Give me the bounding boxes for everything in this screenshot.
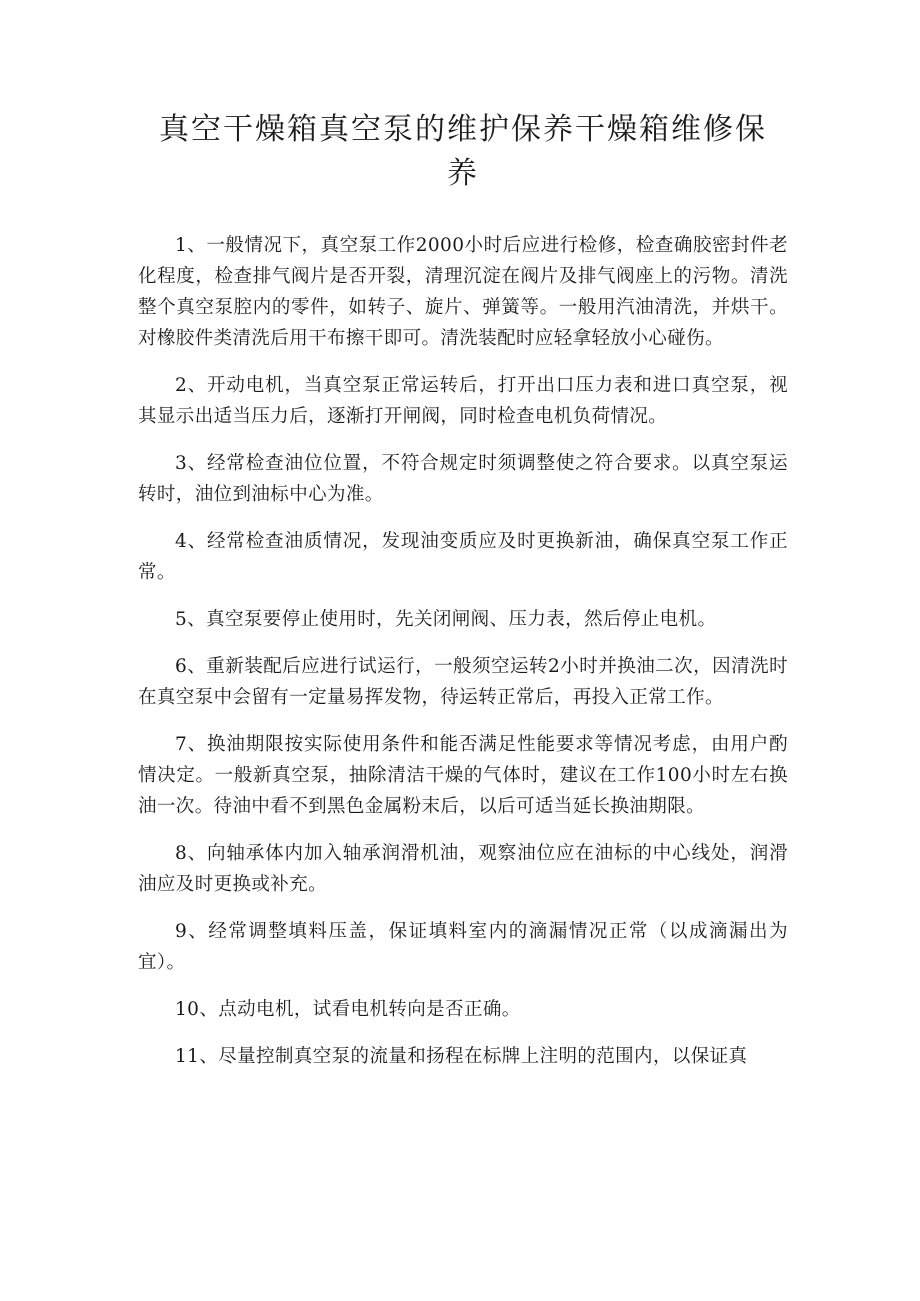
paragraph-10: 10、点动电机，试看电机转向是否正确。 — [175, 999, 521, 1020]
paragraph-11: 11、尽量控制真空泵的流量和扬程在标牌上注明的范围内，以保证真 — [175, 1046, 748, 1067]
paragraph-5: 5、真空泵要停止使用时，先关闭闸阀、压力表，然后停止电机。 — [175, 609, 717, 630]
paragraph-4: 4、经常检查油质情况，发现油变质应及时更换新油，确保真空泵工作正常。 — [138, 531, 788, 583]
document-body — [138, 230, 788, 1072]
document-title: 真空干燥箱真空泵的维护保养干燥箱维修保养 — [159, 112, 767, 191]
paragraph-3: 3、经常检查油位位置，不符合规定时须调整使之符合要求。以真空泵运转时，油位到油标中心为准。 — [138, 453, 788, 505]
paragraph-6: 6、重新装配后应进行试运行，一般须空运转2小时并换油二次，因清洗时在真空泵中会留有一定量易挥发物，待运转正常后，再投入正常工作。 — [138, 656, 788, 708]
paragraph-9: 9、经常调整填料压盖，保证填料室内的滴漏情况正常（以成滴漏出为宜）。 — [138, 921, 788, 973]
paragraph-7: 7、换油期限按实际使用条件和能否满足性能要求等情况考虑，由用户酌情决定。一般新真空泵，抽除清洁干燥的气体时，建议在工作100小时左右换油一次。待油中看不到黑色金属粉末后，以后可适当延长换油期限。 — [138, 734, 788, 817]
paragraph-8: 8、向轴承体内加入轴承润滑机油，观察油位应在油标的中心线处，润滑油应及时更换或补充。 — [138, 843, 788, 895]
paragraph-2: 2、开动电机，当真空泵正常运转后，打开出口压力表和进口真空泵，视其显示出适当压力后，逐渐打开闸阀，同时检查电机负荷情况。 — [138, 375, 788, 427]
paragraph-1: 1、一般情况下，真空泵工作2000小时后应进行检修，检查确胶密封件老化程度，检查排气阀片是否开裂，清理沉淀在阀片及排气阀座上的污物。清洗整个真空泵腔内的零件，如转子、旋片、弹簧等。一般用汽油清洗，并烘干。对橡胶件类清洗后用干布擦干即可。清洗装配时应轻拿轻放小心碰伤。 — [138, 235, 788, 349]
